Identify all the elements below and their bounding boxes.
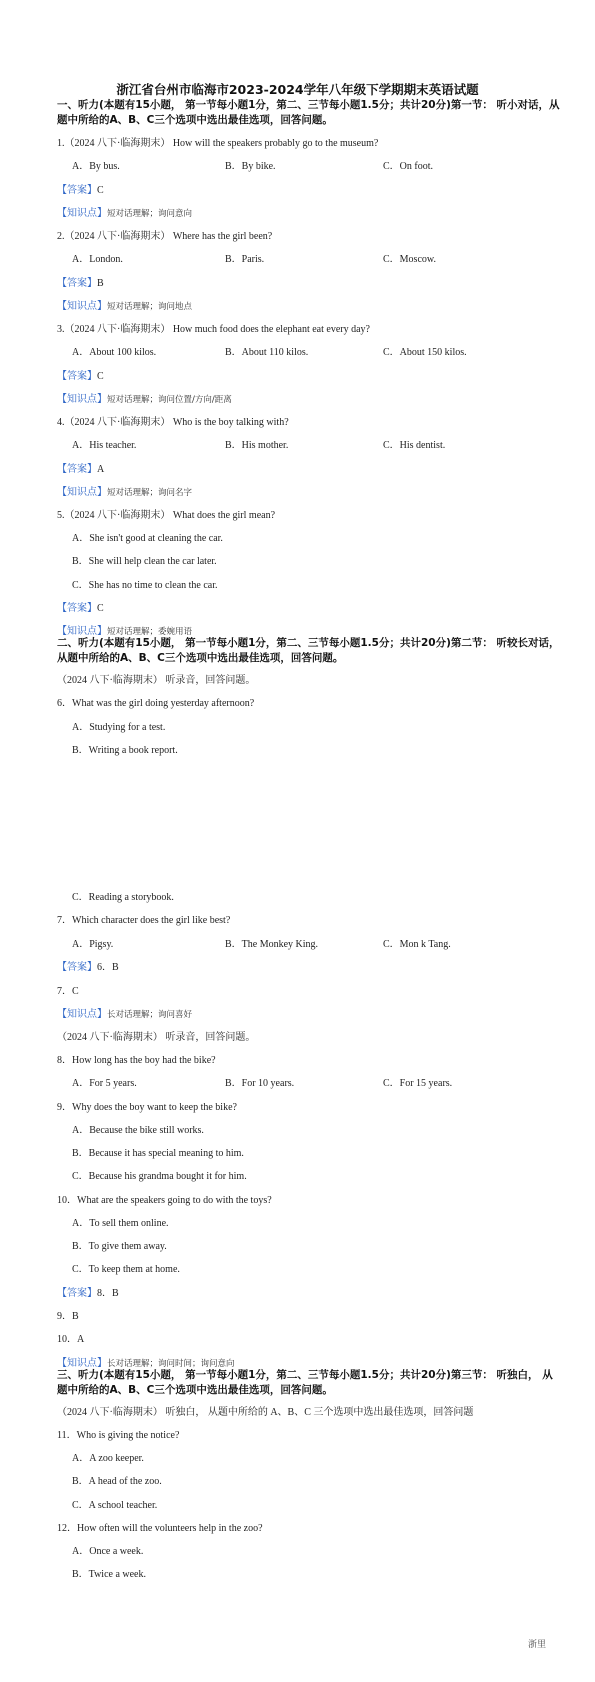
knowledge-tag: 【知识点】 — [57, 301, 107, 312]
q8-10-answer — [57, 1284, 119, 1299]
answer-tag: 【答案】 — [57, 371, 97, 382]
answer-tag: 【答案】 — [57, 278, 97, 289]
knowledge-tag: 【知识点】 — [57, 1358, 107, 1369]
q12-stem: 12．How often will the volunteers help in the zoo? — [57, 1523, 263, 1534]
knowledge-tag: 【知识点】 — [57, 394, 107, 405]
q9-option-a: A．Because the bike still works. — [72, 1125, 204, 1136]
knowledge-tag: 【知识点】 — [57, 208, 107, 219]
q10-option-c: C．To keep them at home. — [72, 1264, 180, 1275]
answer-value: 8．B — [97, 1288, 119, 1299]
knowledge-value: 长对话理解；询问喜好 — [107, 1010, 193, 1020]
answer-value: A — [97, 464, 105, 475]
q5-option-c: C．She has no time to clean the car. — [72, 580, 218, 591]
knowledge-tag: 【知识点】 — [57, 487, 107, 498]
q2-stem: 2.（2024 八下·临海期末） Where has the girl been? — [57, 231, 273, 242]
q12-option-b: B．Twice a week. — [72, 1569, 146, 1580]
knowledge-tag: 【知识点】 — [57, 626, 107, 637]
q4-answer — [57, 460, 104, 475]
q10-option-a: A．To sell them online. — [72, 1218, 169, 1229]
q11-stem: 11．Who is giving the notice? — [57, 1430, 180, 1441]
q3-stem: 3.（2024 八下·临海期末） How much food does the elephant eat every day? — [57, 324, 370, 335]
answer-value: C — [97, 603, 104, 614]
q8-option-b: B．For 10 years. — [225, 1078, 295, 1089]
answer-tag: 【答案】 — [57, 962, 97, 973]
q8-stem: 8．How long has the boy had the bike? — [57, 1055, 216, 1066]
q2-answer — [57, 274, 104, 289]
q8-10-knowledge-point — [57, 1354, 235, 1369]
q1-option-b: B．By bike. — [225, 161, 276, 172]
knowledge-value: 长对话理解；询问时间；询问意向 — [107, 1359, 235, 1369]
answer-value: C — [97, 371, 104, 382]
answer-value: C — [97, 185, 104, 196]
q9-option-b: B．Because it has special meaning to him. — [72, 1148, 244, 1159]
answer-value: B — [97, 278, 104, 289]
q2-option-c: C．Moscow. — [383, 254, 436, 265]
q7-answer-line: 7．C — [57, 986, 79, 997]
q11-option-a: A．A zoo keeper. — [72, 1453, 144, 1464]
q1-option-c: C．On foot. — [383, 161, 433, 172]
q4-option-c: C．His dentist. — [383, 440, 446, 451]
knowledge-value: 短对话理解；委婉用语 — [107, 627, 193, 637]
q6-7-knowledge-point — [57, 1005, 192, 1020]
knowledge-value: 短对话理解；询问名字 — [107, 488, 193, 498]
q9-answer-line: 9．B — [57, 1311, 79, 1322]
q6-stem: 6．What was the girl doing yesterday afternoon? — [57, 698, 255, 709]
q6-option-a: A．Studying for a test. — [72, 722, 166, 733]
q2-option-a: A．London. — [72, 254, 123, 265]
knowledge-value: 短对话理解；询问位置/方向/距离 — [107, 395, 232, 405]
q6-option-b: B．Writing a book report. — [72, 745, 178, 756]
q4-option-b: B．His mother. — [225, 440, 289, 451]
q6-7-answer — [57, 958, 119, 973]
q1-answer — [57, 181, 104, 196]
section-2-header: 二、听力(本题有15小题， 第一节每小题1分，第二、三节每小题1.5分；共计20分)第二节： 听较长对话，从题中所给的A、B、C三个选项中选出最佳选项，回答问题。 — [57, 637, 560, 664]
section-3-intro: （2024 八下·临海期末） 听独白， 从题中所给的 A、B、C 三个选项中选出最佳选项，回答问题 — [57, 1407, 474, 1418]
q5-stem: 5.（2024 八下·临海期末） What does the girl mean? — [57, 510, 276, 521]
q4-stem: 4.（2024 八下·临海期末） Who is the boy talking with? — [57, 417, 289, 428]
q9-stem: 9．Why does the boy want to keep the bike? — [57, 1102, 237, 1113]
q3-option-a: A．About 100 kilos. — [72, 347, 157, 358]
knowledge-value: 短对话理解；询问地点 — [107, 302, 193, 312]
q8-option-c: C．For 15 years. — [383, 1078, 453, 1089]
q5-option-b: B．She will help clean the car later. — [72, 556, 217, 567]
answer-tag: 【答案】 — [57, 464, 97, 475]
knowledge-tag: 【知识点】 — [57, 1009, 107, 1020]
q4-option-a: A．His teacher. — [72, 440, 137, 451]
q2-knowledge-point — [57, 297, 192, 312]
q2-option-b: B．Paris. — [225, 254, 265, 265]
q11-option-b: B．A head of the zoo. — [72, 1476, 162, 1487]
q5-answer — [57, 599, 104, 614]
section-1-header: 一、听力(本题有15小题， 第一节每小题1分，第二、三节每小题1.5分；共计20分)第一节： 听小对话，从题中所给的A、B、C三个选项中选出最佳选项，回答问题。 — [57, 99, 560, 126]
q7-option-a: A．Pigsy. — [72, 939, 114, 950]
q1-knowledge-point — [57, 204, 192, 219]
q11-option-c: C．A school teacher. — [72, 1500, 158, 1511]
q9-option-c: C．Because his grandma bought it for him. — [72, 1171, 247, 1182]
q12-option-a: A．Once a week. — [72, 1546, 144, 1557]
q10-stem: 10．What are the speakers going to do with the toys? — [57, 1195, 272, 1206]
knowledge-value: 短对话理解；询问意向 — [107, 209, 193, 219]
q4-knowledge-point — [57, 483, 192, 498]
q3-answer — [57, 367, 104, 382]
q3-option-b: B．About 110 kilos. — [225, 347, 309, 358]
q10-option-b: B．To give them away. — [72, 1241, 167, 1252]
q3-knowledge-point — [57, 390, 232, 405]
q7-stem: 7．Which character does the girl like best? — [57, 915, 231, 926]
page-title: 浙江省台州市临海市2023-2024学年八年级下学期期末英语试题 — [116, 82, 479, 97]
q7-option-b: B．The Monkey King. — [225, 939, 319, 950]
q1-stem: 1.（2024 八下·临海期末） How will the speakers probably go to the museum? — [57, 138, 379, 149]
page-footer: 浙里 — [528, 1639, 547, 1649]
q8-option-a: A．For 5 years. — [72, 1078, 137, 1089]
q5-knowledge-point — [57, 622, 192, 637]
answer-tag: 【答案】 — [57, 185, 97, 196]
answer-value: 6．B — [97, 962, 119, 973]
section-2-intro-2: （2024 八下·临海期末） 听录音，回答问题。 — [57, 1032, 256, 1043]
section-3-header: 三、听力(本题有15小题， 第一节每小题1分，第二、三节每小题1.5分；共计20分)第三节： 听独白， 从题中所给的A、B、C三个选项中选出最佳选项，回答问题。 — [57, 1369, 553, 1396]
section-2-intro-1: （2024 八下·临海期末） 听录音，回答问题。 — [57, 675, 256, 686]
answer-tag: 【答案】 — [57, 1288, 97, 1299]
q3-option-c: C．About 150 kilos. — [383, 347, 467, 358]
q10-answer-line: 10．A — [57, 1334, 85, 1345]
q5-option-a: A．She isn't good at cleaning the car. — [72, 533, 223, 544]
q6-option-c: C．Reading a storybook. — [72, 892, 174, 903]
answer-tag: 【答案】 — [57, 603, 97, 614]
q1-option-a: A．By bus. — [72, 161, 120, 172]
q7-option-c: C．Mon k Tang. — [383, 939, 451, 950]
